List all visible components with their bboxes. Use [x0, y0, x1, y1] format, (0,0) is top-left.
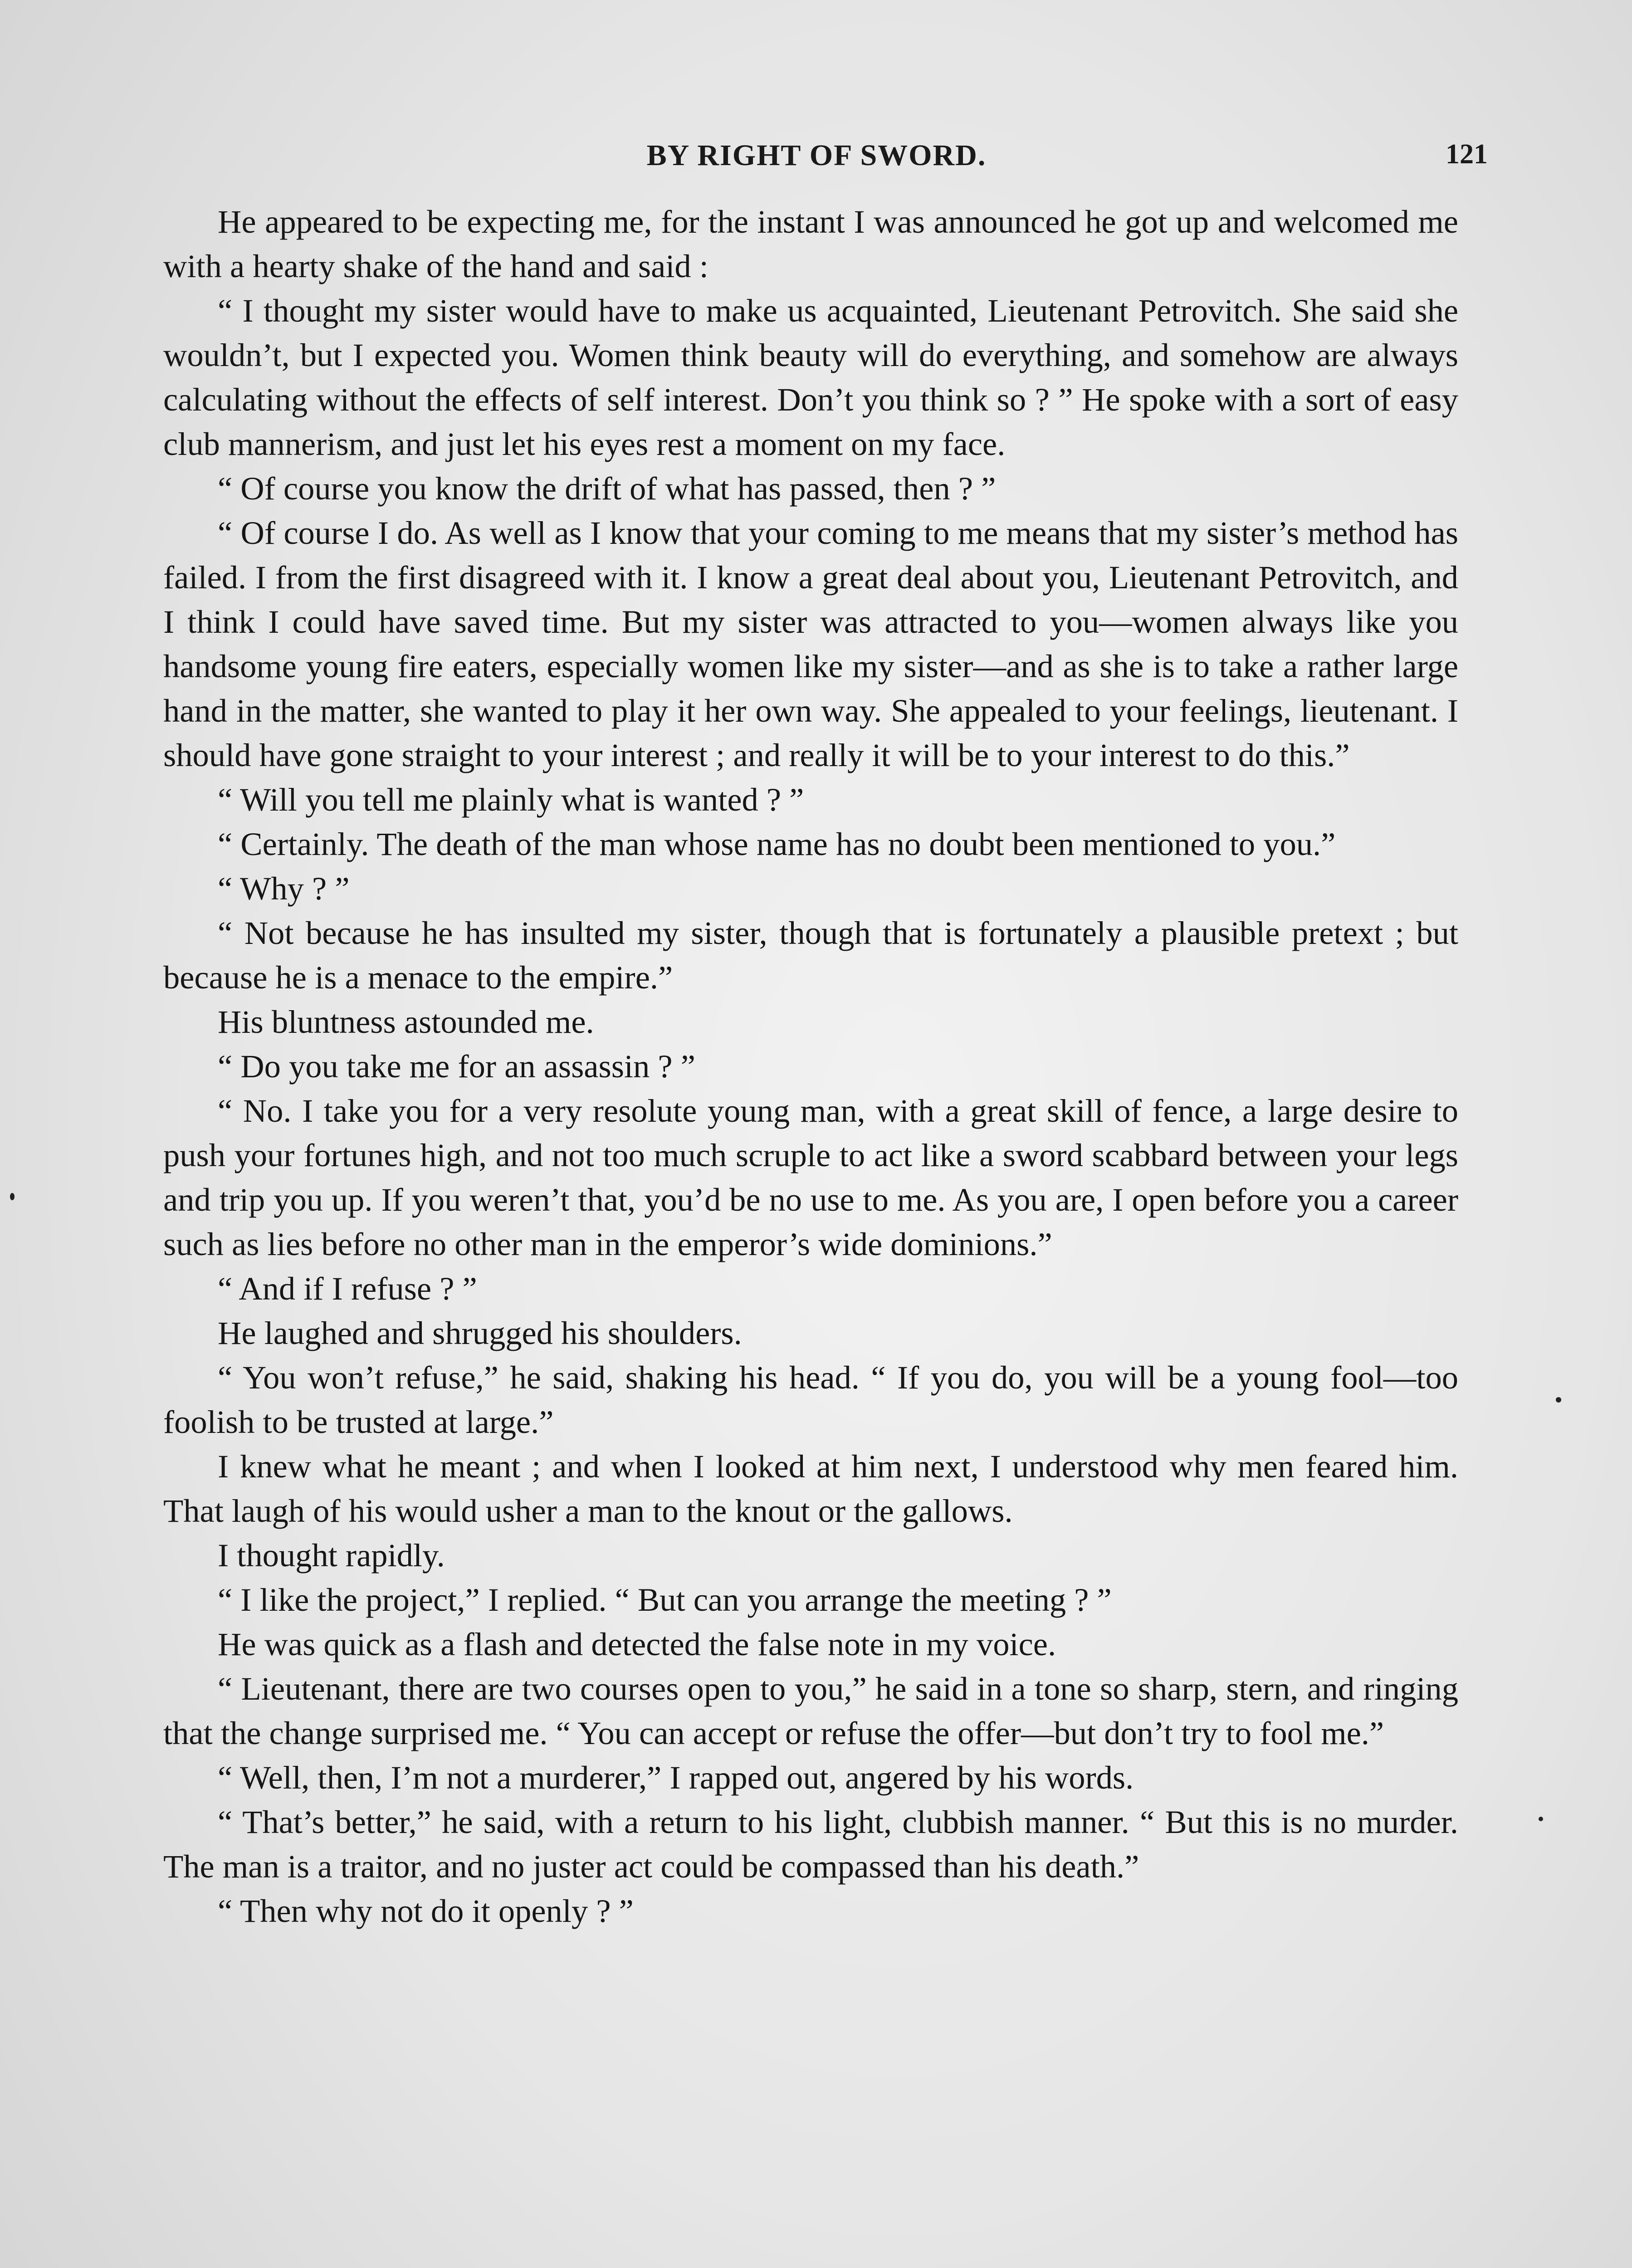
running-head [163, 138, 1488, 179]
paragraph: I thought rapidly. [218, 1537, 445, 1574]
paragraph: “ Of course I do. As well as I know that your coming to me means that my sister’s method has failed. I from the first disagreed with it. I know a great deal about you, Lieutenant Petrovitch, and I think I could have saved time. But my sister was attracted to you—women always like you handsome young fire eaters, especially women like my sister—and as she is to take a rather large hand in the matter, she wanted to play it her own way. She appealed to your feelings, lieutenant. I should have gone straight to your interest ; and really it will be to your interest to do this.” [163, 514, 1458, 773]
paragraph: “ You won’t refuse,” he said, shaking his head. “ If you do, you will be a young fool—too foolish to be trusted at large.” [163, 1359, 1458, 1440]
paragraph: “ And if I refuse ? ” [218, 1270, 477, 1307]
paragraph: His bluntness astounded me. [218, 1003, 594, 1040]
print-speck [10, 1193, 15, 1200]
paragraph: “ Certainly. The death of the man whose name has no doubt been mentioned to you.” [218, 826, 1336, 862]
print-speck [1556, 1397, 1561, 1403]
paragraph: “ Will you tell me plainly what is wanted ? ” [218, 781, 804, 818]
paragraph: “ No. I take you for a very resolute young man, with a great skill of fence, a large desire to push your fortunes high, and not too much scruple to act like a sword scabbard between your legs and trip you up. If you weren’t that, you’d be no use to me. As you are, I open before you a career such as lies before no other man in the emperor’s wide dominions.” [163, 1092, 1458, 1262]
paragraph: “ Do you take me for an assassin ? ” [218, 1048, 695, 1085]
paragraph: “ Well, then, I’m not a murderer,” I rapped out, angered by his words. [218, 1759, 1134, 1796]
paragraph: “ I like the project,” I replied. “ But can you arrange the meeting ? ” [218, 1581, 1112, 1618]
paragraph: I knew what he meant ; and when I looked at him next, I understood why men feared him. That laugh of his would usher a man to the knout or the gallows. [163, 1448, 1458, 1529]
paragraph: “ Lieutenant, there are two courses open to you,” he said in a tone so sharp, stern, and ringing that the change surprised me. “ You can accept or refuse the offer—but don’t try to fool me.” [163, 1670, 1458, 1751]
paragraph: “ Of course you know the drift of what has passed, then ? ” [218, 470, 996, 507]
running-title: BY RIGHT OF SWORD. [646, 139, 987, 172]
body-text [163, 200, 1458, 1933]
paragraph: “ Then why not do it openly ? ” [218, 1892, 634, 1929]
paragraph: He was quick as a flash and detected the false note in my voice. [218, 1626, 1056, 1662]
page-number: 121 [1446, 139, 1488, 170]
paragraph: “ Why ? ” [218, 870, 350, 907]
paragraph: He laughed and shrugged his shoulders. [218, 1315, 742, 1351]
paragraph: “ That’s better,” he said, with a return to his light, clubbish manner. “ But this is no murder. The man is a traitor, and no juster act could be compassed than his death.” [163, 1804, 1458, 1885]
print-speck [1539, 1817, 1543, 1821]
paragraph: He appeared to be expecting me, for the instant I was announced he got up and welcomed me with a hearty shake of the hand and said : [163, 203, 1458, 284]
paragraph: “ I thought my sister would have to make us acquainted, Lieutenant Petrovitch. She said she wouldn’t, but I expected you. Women think beauty will do everything, and somehow are always calculating without the effects of self interest. Don’t you think so ? ” He spoke with a sort of easy club mannerism, and just let his eyes rest a moment on my face. [163, 292, 1458, 462]
paragraph: “ Not because he has insulted my sister, though that is fortunately a plausible pretext ; but because he is a menace to the empire.” [163, 914, 1458, 996]
